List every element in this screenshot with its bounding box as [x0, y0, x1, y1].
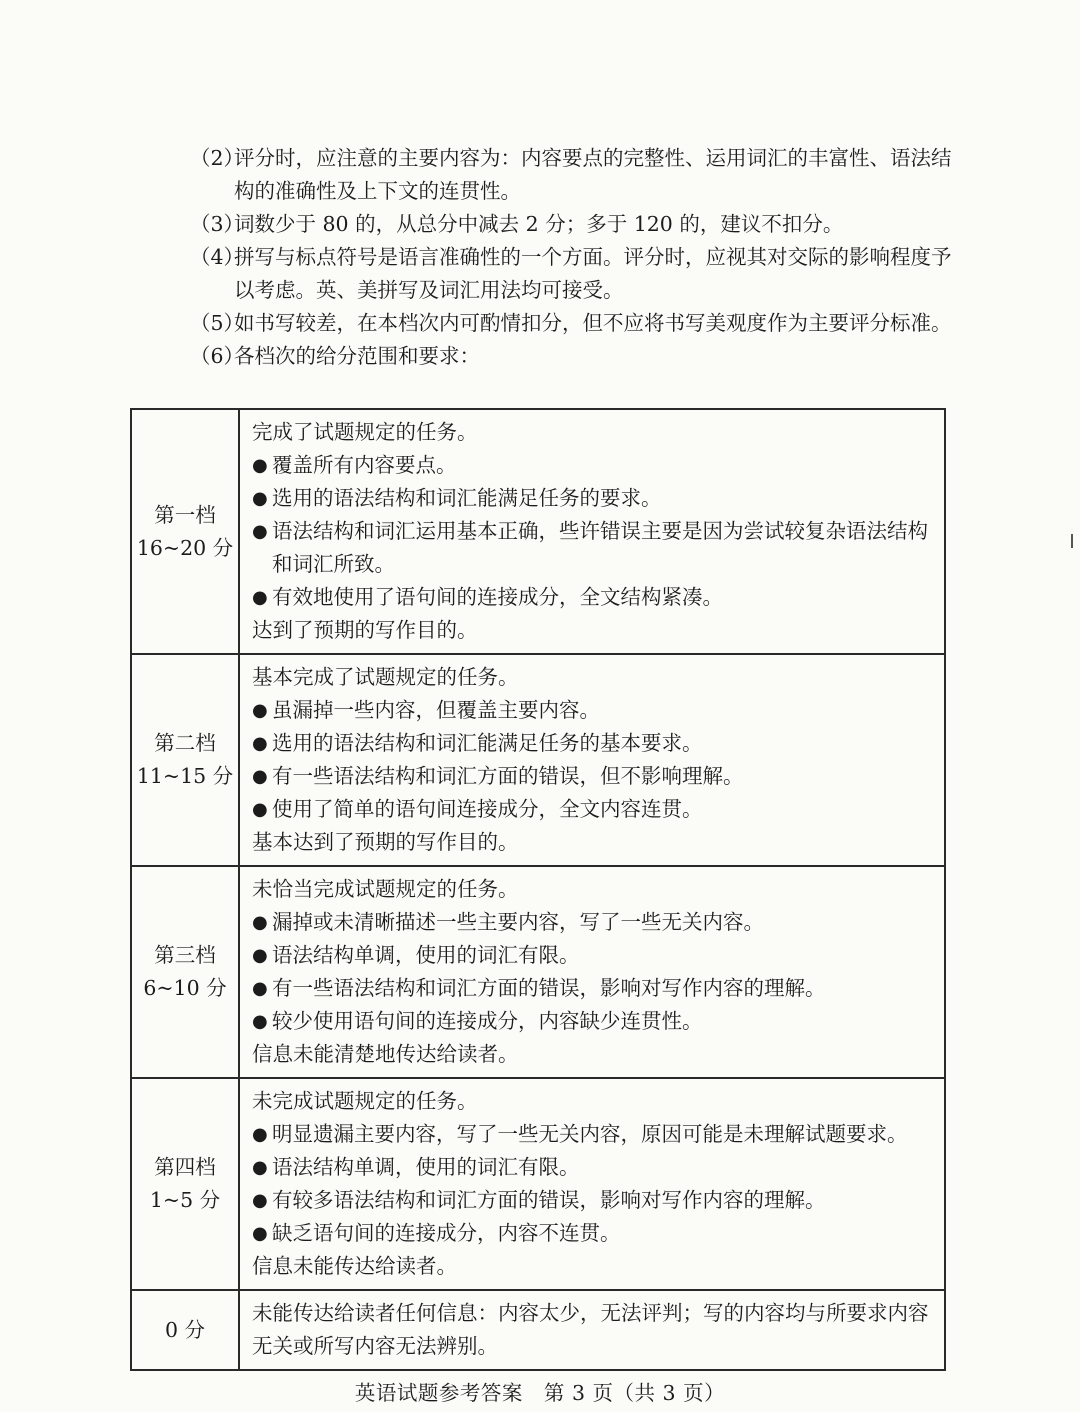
band-outro: 信息未能清楚地传达给读者。 — [252, 1042, 519, 1066]
list-item — [252, 793, 934, 826]
bullet-icon: ● — [252, 1011, 268, 1032]
list-item — [252, 972, 934, 1005]
band-description-cell — [239, 866, 945, 1078]
list-item — [252, 1184, 934, 1217]
list-item — [252, 449, 934, 482]
bullet-icon: ● — [252, 488, 268, 509]
band-intro: 未恰当完成试题规定的任务。 — [252, 877, 519, 901]
list-item — [252, 939, 934, 972]
bullet-icon: ● — [252, 1223, 268, 1244]
list-item — [252, 727, 934, 760]
grading-table — [130, 408, 946, 1371]
list-item — [252, 906, 934, 939]
note-text: 各档次的给分范围和要求： — [234, 344, 480, 368]
note-text: 如书写较差，在本档次内可酌情扣分，但不应将书写美观度作为主要评分标准。 — [234, 311, 952, 335]
bullet-icon: ● — [252, 587, 268, 608]
bullet-icon: ● — [252, 1157, 268, 1178]
bullet-text: 有一些语法结构和词汇方面的错误，影响对写作内容的理解。 — [272, 976, 826, 1000]
table-row — [131, 409, 945, 654]
scoring-notes — [190, 142, 960, 373]
list-item — [252, 515, 934, 581]
list-item — [252, 1118, 934, 1151]
note-number: （6） — [190, 344, 245, 368]
bullet-text: 有一些语法结构和词汇方面的错误，但不影响理解。 — [272, 764, 744, 788]
bullet-text: 使用了简单的语句间连接成分，全文内容连贯。 — [272, 797, 703, 821]
band-description-cell — [239, 654, 945, 866]
list-item — [252, 581, 934, 614]
bullet-text: 有效地使用了语句间的连接成分，全文结构紧凑。 — [272, 585, 723, 609]
list-item — [252, 1217, 934, 1250]
bullet-text: 语法结构单调，使用的词汇有限。 — [272, 1155, 580, 1179]
page-footer: 英语试题参考答案 第 3 页（共 3 页） — [354, 1381, 726, 1405]
bullet-text: 漏掉或未清晰描述一些主要内容，写了一些无关内容。 — [272, 910, 764, 934]
band-label-cell — [131, 409, 239, 654]
band-intro: 完成了试题规定的任务。 — [252, 420, 478, 444]
bullet-icon: ● — [252, 733, 268, 754]
band-intro: 未完成试题规定的任务。 — [252, 1089, 478, 1113]
band-label-cell — [131, 654, 239, 866]
table-row — [131, 1290, 945, 1370]
bullet-icon: ● — [252, 799, 268, 820]
bullet-text: 选用的语法结构和词汇能满足任务的基本要求。 — [272, 731, 703, 755]
band-label-cell — [131, 1290, 239, 1370]
bullet-icon: ● — [252, 1124, 268, 1145]
band-name: 第四档 — [154, 1155, 216, 1179]
bullet-icon: ● — [252, 978, 268, 999]
zero-band-text: 未能传达给读者任何信息：内容太少，无法评判；写的内容均与所要求内容无关或所写内容无法辨别。 — [252, 1301, 929, 1358]
band-description-cell — [239, 1078, 945, 1290]
band-range: 1~5 分 — [149, 1188, 221, 1212]
band-label-cell — [131, 866, 239, 1078]
band-range: 0 分 — [164, 1317, 206, 1342]
note-item — [190, 241, 960, 307]
note-number: （2） — [190, 146, 245, 170]
note-text: 拼写与标点符号是语言准确性的一个方面。评分时，应视其对交际的影响程度予以考虑。英、美拼写及词汇用法均可接受。 — [234, 245, 952, 302]
bullet-icon: ● — [252, 455, 268, 476]
band-range: 11~15 分 — [136, 764, 234, 788]
band-name: 第二档 — [154, 731, 216, 755]
note-number: （3） — [190, 212, 245, 236]
note-item — [190, 142, 960, 208]
band-description-cell — [239, 409, 945, 654]
band-label-cell — [131, 1078, 239, 1290]
note-text: 词数少于 80 的，从总分中减去 2 分；多于 120 的，建议不扣分。 — [234, 212, 844, 236]
bullet-text: 语法结构单调，使用的词汇有限。 — [272, 943, 580, 967]
bullet-text: 语法结构和词汇运用基本正确，些许错误主要是因为尝试较复杂语法结构和词汇所致。 — [272, 519, 928, 576]
bullet-icon: ● — [252, 700, 268, 721]
bullet-text: 有较多语法结构和词汇方面的错误，影响对写作内容的理解。 — [272, 1188, 826, 1212]
bullet-text: 较少使用语句间的连接成分，内容缺少连贯性。 — [272, 1009, 703, 1033]
table-row — [131, 1078, 945, 1290]
list-item — [252, 1151, 934, 1184]
band-range: 6~10 分 — [143, 976, 227, 1000]
band-range: 16~20 分 — [136, 535, 234, 560]
bullet-icon: ● — [252, 1190, 268, 1211]
bullet-text: 虽漏掉一些内容，但覆盖主要内容。 — [272, 698, 600, 722]
band-outro: 信息未能传达给读者。 — [252, 1254, 457, 1278]
band-name: 第一档 — [154, 502, 216, 527]
note-number: （4） — [190, 245, 245, 269]
scan-margin-mark — [1071, 534, 1073, 548]
band-intro: 基本完成了试题规定的任务。 — [252, 665, 519, 689]
list-item — [252, 1005, 934, 1038]
bullet-text: 选用的语法结构和词汇能满足任务的要求。 — [272, 486, 662, 510]
band-name: 第三档 — [154, 943, 216, 967]
bullet-icon: ● — [252, 945, 268, 966]
bullet-text: 缺乏语句间的连接成分，内容不连贯。 — [272, 1221, 621, 1245]
band-description-cell — [239, 1290, 945, 1370]
note-item — [190, 208, 960, 241]
bullet-text: 覆盖所有内容要点。 — [272, 453, 457, 477]
note-number: （5） — [190, 311, 245, 335]
band-outro: 达到了预期的写作目的。 — [252, 618, 478, 642]
note-item — [190, 307, 960, 340]
note-item — [190, 340, 960, 373]
bullet-icon: ● — [252, 521, 268, 542]
bullet-icon: ● — [252, 912, 268, 933]
bullet-icon: ● — [252, 766, 268, 787]
band-outro: 基本达到了预期的写作目的。 — [252, 830, 519, 854]
list-item — [252, 482, 934, 515]
list-item — [252, 760, 934, 793]
list-item — [252, 694, 934, 727]
bullet-text: 明显遗漏主要内容，写了一些无关内容，原因可能是未理解试题要求。 — [272, 1122, 908, 1146]
table-row — [131, 654, 945, 866]
note-text: 评分时，应注意的主要内容为：内容要点的完整性、运用词汇的丰富性、语法结构的准确性及上下文的连贯性。 — [234, 146, 952, 203]
table-row — [131, 866, 945, 1078]
